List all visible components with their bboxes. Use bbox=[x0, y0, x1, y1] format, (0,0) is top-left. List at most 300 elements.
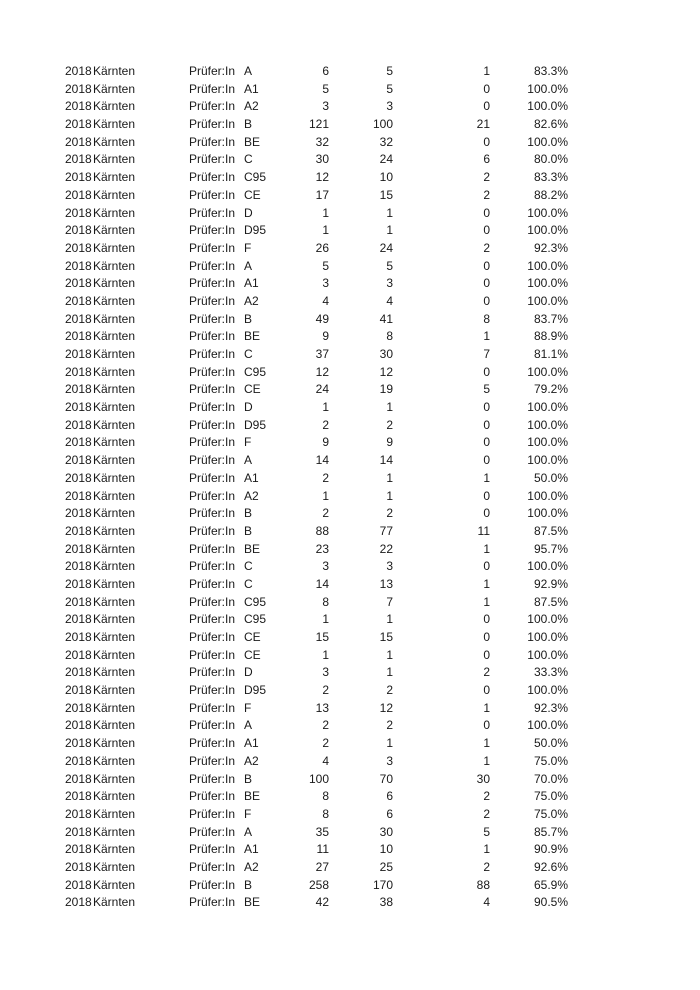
role-cell: Prüfer:In bbox=[189, 205, 236, 220]
license-class-cell: B bbox=[244, 311, 253, 326]
region-cell: Kärnten bbox=[93, 718, 136, 733]
total-count-cell: 88 bbox=[315, 523, 329, 538]
license-class-cell: C95 bbox=[244, 364, 267, 379]
year-cell: 2018 bbox=[65, 329, 92, 344]
passed-count-cell: 1 bbox=[386, 736, 393, 751]
total-count-cell: 5 bbox=[322, 258, 329, 273]
role-cell: Prüfer:In bbox=[189, 789, 236, 804]
table-row bbox=[0, 664, 700, 682]
table-row bbox=[0, 328, 700, 346]
passed-count-cell: 6 bbox=[386, 806, 393, 821]
region-cell: Kärnten bbox=[93, 382, 136, 397]
total-count-cell: 14 bbox=[315, 576, 329, 591]
region-cell: Kärnten bbox=[93, 134, 136, 149]
total-count-cell: 2 bbox=[322, 417, 329, 432]
license-class-cell: CE bbox=[244, 647, 261, 662]
total-count-cell: 11 bbox=[316, 842, 329, 857]
failed-count-cell: 0 bbox=[483, 718, 490, 733]
table-row bbox=[0, 505, 700, 523]
total-count-cell: 24 bbox=[315, 382, 329, 397]
year-cell: 2018 bbox=[65, 523, 92, 538]
passed-count-cell: 1 bbox=[386, 205, 393, 220]
pass-rate-cell: 87.5% bbox=[533, 523, 568, 538]
role-cell: Prüfer:In bbox=[189, 877, 236, 892]
failed-count-cell: 0 bbox=[483, 417, 490, 432]
passed-count-cell: 5 bbox=[386, 81, 393, 96]
total-count-cell: 32 bbox=[315, 134, 329, 149]
license-class-cell: BE bbox=[244, 789, 261, 804]
passed-count-cell: 1 bbox=[386, 223, 393, 238]
role-cell: Prüfer:In bbox=[189, 453, 236, 468]
total-count-cell: 1 bbox=[322, 488, 329, 503]
passed-count-cell: 32 bbox=[379, 134, 393, 149]
region-cell: Kärnten bbox=[93, 240, 136, 255]
total-count-cell: 17 bbox=[315, 187, 329, 202]
passed-count-cell: 3 bbox=[386, 99, 393, 114]
license-class-cell: A2 bbox=[244, 488, 259, 503]
license-class-cell: C95 bbox=[244, 170, 267, 185]
total-count-cell: 23 bbox=[315, 541, 329, 556]
failed-count-cell: 1 bbox=[483, 541, 490, 556]
passed-count-cell: 30 bbox=[379, 347, 393, 361]
license-class-cell: B bbox=[244, 771, 253, 786]
table-row bbox=[0, 452, 700, 470]
total-count-cell: 9 bbox=[322, 435, 329, 450]
license-class-cell: C95 bbox=[244, 594, 267, 609]
pass-rate-cell: 65.9% bbox=[533, 877, 568, 892]
region-cell: Kärnten bbox=[93, 842, 136, 857]
role-cell: Prüfer:In bbox=[189, 293, 236, 308]
license-class-cell: C bbox=[244, 576, 253, 591]
year-cell: 2018 bbox=[65, 683, 92, 698]
year-cell: 2018 bbox=[65, 895, 92, 910]
total-count-cell: 14 bbox=[315, 453, 329, 468]
license-class-cell: CE bbox=[244, 187, 261, 202]
year-cell: 2018 bbox=[65, 382, 92, 397]
role-cell: Prüfer:In bbox=[189, 700, 236, 715]
year-cell: 2018 bbox=[65, 559, 92, 574]
passed-count-cell: 10 bbox=[379, 170, 393, 185]
failed-count-cell: 8 bbox=[483, 311, 490, 326]
year-cell: 2018 bbox=[65, 470, 92, 485]
role-cell: Prüfer:In bbox=[189, 541, 236, 556]
table-row bbox=[0, 470, 700, 488]
failed-count-cell: 5 bbox=[483, 382, 490, 397]
year-cell: 2018 bbox=[65, 117, 92, 132]
passed-count-cell: 6 bbox=[386, 789, 393, 804]
license-class-cell: F bbox=[244, 240, 252, 255]
table-row bbox=[0, 629, 700, 647]
region-cell: Kärnten bbox=[93, 470, 136, 485]
region-cell: Kärnten bbox=[93, 64, 136, 78]
passed-count-cell: 1 bbox=[386, 488, 393, 503]
passed-count-cell: 3 bbox=[386, 559, 393, 574]
total-count-cell: 3 bbox=[322, 276, 329, 291]
pass-rate-cell: 100.0% bbox=[527, 612, 568, 627]
failed-count-cell: 5 bbox=[483, 824, 490, 839]
total-count-cell: 6 bbox=[322, 64, 329, 78]
failed-count-cell: 2 bbox=[483, 665, 490, 680]
role-cell: Prüfer:In bbox=[189, 187, 236, 202]
total-count-cell: 121 bbox=[308, 117, 329, 132]
region-cell: Kärnten bbox=[93, 417, 136, 432]
region-cell: Kärnten bbox=[93, 117, 136, 132]
year-cell: 2018 bbox=[65, 789, 92, 804]
year-cell: 2018 bbox=[65, 753, 92, 768]
license-class-cell: A bbox=[244, 64, 253, 78]
role-cell: Prüfer:In bbox=[189, 736, 236, 751]
total-count-cell: 26 bbox=[315, 240, 329, 255]
failed-count-cell: 0 bbox=[483, 488, 490, 503]
pass-rate-cell: 81.1% bbox=[533, 347, 568, 361]
region-cell: Kärnten bbox=[93, 276, 136, 291]
role-cell: Prüfer:In bbox=[189, 506, 236, 521]
total-count-cell: 37 bbox=[315, 347, 329, 361]
region-cell: Kärnten bbox=[93, 806, 136, 821]
table-row bbox=[0, 647, 700, 665]
passed-count-cell: 100 bbox=[372, 117, 393, 132]
passed-count-cell: 1 bbox=[386, 470, 393, 485]
region-cell: Kärnten bbox=[93, 541, 136, 556]
pass-rate-cell: 83.3% bbox=[533, 170, 568, 185]
passed-count-cell: 2 bbox=[386, 683, 393, 698]
failed-count-cell: 2 bbox=[483, 806, 490, 821]
table-row bbox=[0, 434, 700, 452]
license-class-cell: D bbox=[244, 400, 253, 415]
pass-rate-cell: 100.0% bbox=[527, 718, 568, 733]
table-row bbox=[0, 894, 700, 912]
failed-count-cell: 1 bbox=[483, 753, 490, 768]
passed-count-cell: 5 bbox=[386, 258, 393, 273]
license-class-cell: CE bbox=[244, 630, 261, 644]
total-count-cell: 27 bbox=[315, 859, 329, 874]
passed-count-cell: 24 bbox=[379, 240, 393, 255]
total-count-cell: 8 bbox=[322, 789, 329, 804]
role-cell: Prüfer:In bbox=[189, 152, 236, 167]
role-cell: Prüfer:In bbox=[189, 612, 236, 627]
year-cell: 2018 bbox=[65, 64, 92, 78]
passed-count-cell: 9 bbox=[386, 435, 393, 450]
region-cell: Kärnten bbox=[93, 683, 136, 698]
table-row bbox=[0, 346, 700, 364]
license-class-cell: A1 bbox=[244, 276, 259, 291]
year-cell: 2018 bbox=[65, 152, 92, 167]
license-class-cell: D95 bbox=[244, 417, 267, 432]
license-class-cell: D bbox=[244, 665, 253, 680]
pass-rate-cell: 70.0% bbox=[533, 771, 568, 786]
license-class-cell: C bbox=[244, 347, 253, 361]
table-row bbox=[0, 134, 700, 152]
total-count-cell: 8 bbox=[322, 594, 329, 609]
role-cell: Prüfer:In bbox=[189, 400, 236, 415]
year-cell: 2018 bbox=[65, 647, 92, 662]
year-cell: 2018 bbox=[65, 99, 92, 114]
pass-rate-cell: 88.9% bbox=[533, 329, 568, 344]
total-count-cell: 1 bbox=[322, 612, 329, 627]
pass-rate-cell: 100.0% bbox=[527, 205, 568, 220]
failed-count-cell: 0 bbox=[483, 258, 490, 273]
pass-rate-cell: 90.9% bbox=[533, 842, 568, 857]
failed-count-cell: 0 bbox=[483, 612, 490, 627]
region-cell: Kärnten bbox=[93, 877, 136, 892]
region-cell: Kärnten bbox=[93, 630, 136, 644]
role-cell: Prüfer:In bbox=[189, 594, 236, 609]
pass-rate-cell: 80.0% bbox=[533, 152, 568, 167]
failed-count-cell: 1 bbox=[483, 64, 490, 78]
region-cell: Kärnten bbox=[93, 152, 136, 167]
region-cell: Kärnten bbox=[93, 205, 136, 220]
year-cell: 2018 bbox=[65, 435, 92, 450]
failed-count-cell: 2 bbox=[483, 789, 490, 804]
role-cell: Prüfer:In bbox=[189, 824, 236, 839]
passed-count-cell: 15 bbox=[379, 630, 393, 644]
total-count-cell: 13 bbox=[315, 700, 329, 715]
region-cell: Kärnten bbox=[93, 347, 136, 361]
license-class-cell: A bbox=[244, 824, 253, 839]
role-cell: Prüfer:In bbox=[189, 99, 236, 114]
role-cell: Prüfer:In bbox=[189, 523, 236, 538]
total-count-cell: 2 bbox=[322, 718, 329, 733]
table-row bbox=[0, 151, 700, 169]
table-row bbox=[0, 594, 700, 612]
passed-count-cell: 2 bbox=[386, 718, 393, 733]
failed-count-cell: 0 bbox=[483, 400, 490, 415]
table-row bbox=[0, 735, 700, 753]
license-class-cell: F bbox=[244, 700, 252, 715]
license-class-cell: CE bbox=[244, 382, 261, 397]
failed-count-cell: 0 bbox=[483, 453, 490, 468]
total-count-cell: 3 bbox=[322, 99, 329, 114]
pass-rate-cell: 100.0% bbox=[527, 647, 568, 662]
passed-count-cell: 2 bbox=[386, 506, 393, 521]
failed-count-cell: 0 bbox=[483, 435, 490, 450]
region-cell: Kärnten bbox=[93, 824, 136, 839]
table-row bbox=[0, 293, 700, 311]
pass-rate-cell: 100.0% bbox=[527, 453, 568, 468]
license-class-cell: A1 bbox=[244, 842, 259, 857]
table-row bbox=[0, 222, 700, 240]
failed-count-cell: 1 bbox=[483, 700, 490, 715]
pass-rate-cell: 50.0% bbox=[533, 470, 568, 485]
pass-rate-cell: 92.3% bbox=[533, 240, 568, 255]
passed-count-cell: 3 bbox=[386, 753, 393, 768]
region-cell: Kärnten bbox=[93, 700, 136, 715]
pass-rate-cell: 100.0% bbox=[527, 258, 568, 273]
table-row bbox=[0, 417, 700, 435]
table-row bbox=[0, 576, 700, 594]
pass-rate-cell: 100.0% bbox=[527, 223, 568, 238]
table-row bbox=[0, 841, 700, 859]
region-cell: Kärnten bbox=[93, 576, 136, 591]
license-class-cell: A bbox=[244, 453, 253, 468]
year-cell: 2018 bbox=[65, 700, 92, 715]
license-class-cell: B bbox=[244, 506, 253, 521]
table-row bbox=[0, 116, 700, 134]
failed-count-cell: 0 bbox=[483, 293, 490, 308]
table-row bbox=[0, 98, 700, 116]
failed-count-cell: 1 bbox=[483, 470, 490, 485]
license-class-cell: BE bbox=[244, 541, 261, 556]
pass-rate-cell: 50.0% bbox=[533, 736, 568, 751]
passed-count-cell: 4 bbox=[386, 293, 393, 308]
year-cell: 2018 bbox=[65, 576, 92, 591]
year-cell: 2018 bbox=[65, 718, 92, 733]
table-row bbox=[0, 258, 700, 276]
table-row bbox=[0, 700, 700, 718]
year-cell: 2018 bbox=[65, 612, 92, 627]
table-row bbox=[0, 81, 700, 99]
pass-rate-cell: 100.0% bbox=[527, 506, 568, 521]
failed-count-cell: 0 bbox=[483, 647, 490, 662]
role-cell: Prüfer:In bbox=[189, 347, 236, 361]
region-cell: Kärnten bbox=[93, 736, 136, 751]
role-cell: Prüfer:In bbox=[189, 81, 236, 96]
pass-rate-cell: 100.0% bbox=[527, 276, 568, 291]
total-count-cell: 2 bbox=[322, 683, 329, 698]
failed-count-cell: 0 bbox=[483, 683, 490, 698]
table-row bbox=[0, 240, 700, 258]
table-row bbox=[0, 63, 700, 81]
total-count-cell: 2 bbox=[322, 506, 329, 521]
table-row bbox=[0, 523, 700, 541]
total-count-cell: 35 bbox=[315, 824, 329, 839]
year-cell: 2018 bbox=[65, 347, 92, 361]
license-class-cell: BE bbox=[244, 895, 261, 910]
year-cell: 2018 bbox=[65, 240, 92, 255]
license-class-cell: A2 bbox=[244, 99, 259, 114]
pass-rate-cell: 100.0% bbox=[527, 81, 568, 96]
table-row bbox=[0, 682, 700, 700]
passed-count-cell: 24 bbox=[379, 152, 393, 167]
pass-rate-cell: 92.6% bbox=[533, 859, 568, 874]
year-cell: 2018 bbox=[65, 453, 92, 468]
region-cell: Kärnten bbox=[93, 223, 136, 238]
pass-rate-cell: 75.0% bbox=[533, 789, 568, 804]
passed-count-cell: 1 bbox=[386, 665, 393, 680]
passed-count-cell: 30 bbox=[379, 824, 393, 839]
license-class-cell: B bbox=[244, 117, 253, 132]
year-cell: 2018 bbox=[65, 824, 92, 839]
license-class-cell: D bbox=[244, 205, 253, 220]
failed-count-cell: 0 bbox=[483, 630, 490, 644]
pass-rate-cell: 92.3% bbox=[533, 700, 568, 715]
role-cell: Prüfer:In bbox=[189, 170, 236, 185]
pass-rate-cell: 87.5% bbox=[533, 594, 568, 609]
region-cell: Kärnten bbox=[93, 559, 136, 574]
region-cell: Kärnten bbox=[93, 435, 136, 450]
pass-rate-cell: 83.3% bbox=[533, 64, 568, 78]
total-count-cell: 9 bbox=[322, 329, 329, 344]
table-row bbox=[0, 169, 700, 187]
table-row bbox=[0, 399, 700, 417]
passed-count-cell: 170 bbox=[372, 877, 393, 892]
region-cell: Kärnten bbox=[93, 329, 136, 344]
passed-count-cell: 22 bbox=[379, 541, 393, 556]
pass-rate-cell: 75.0% bbox=[533, 806, 568, 821]
table-row bbox=[0, 558, 700, 576]
total-count-cell: 49 bbox=[315, 311, 329, 326]
failed-count-cell: 6 bbox=[483, 152, 490, 167]
failed-count-cell: 1 bbox=[483, 329, 490, 344]
passed-count-cell: 12 bbox=[379, 364, 393, 379]
year-cell: 2018 bbox=[65, 877, 92, 892]
license-class-cell: BE bbox=[244, 134, 261, 149]
failed-count-cell: 0 bbox=[483, 99, 490, 114]
table-row bbox=[0, 364, 700, 382]
role-cell: Prüfer:In bbox=[189, 276, 236, 291]
pass-rate-cell: 90.5% bbox=[533, 895, 568, 910]
pass-rate-cell: 33.3% bbox=[533, 665, 568, 680]
table-row bbox=[0, 771, 700, 789]
failed-count-cell: 1 bbox=[483, 576, 490, 591]
year-cell: 2018 bbox=[65, 293, 92, 308]
region-cell: Kärnten bbox=[93, 170, 136, 185]
year-cell: 2018 bbox=[65, 594, 92, 609]
table-row bbox=[0, 753, 700, 771]
pass-rate-cell: 100.0% bbox=[527, 488, 568, 503]
pass-rate-cell: 100.0% bbox=[527, 364, 568, 379]
year-cell: 2018 bbox=[65, 417, 92, 432]
passed-count-cell: 1 bbox=[386, 647, 393, 662]
table-row bbox=[0, 806, 700, 824]
pass-rate-cell: 100.0% bbox=[527, 400, 568, 415]
role-cell: Prüfer:In bbox=[189, 895, 236, 910]
total-count-cell: 3 bbox=[322, 665, 329, 680]
role-cell: Prüfer:In bbox=[189, 647, 236, 662]
passed-count-cell: 19 bbox=[379, 382, 393, 397]
pass-rate-cell: 79.2% bbox=[533, 382, 568, 397]
year-cell: 2018 bbox=[65, 134, 92, 149]
year-cell: 2018 bbox=[65, 541, 92, 556]
role-cell: Prüfer:In bbox=[189, 382, 236, 397]
total-count-cell: 100 bbox=[308, 771, 329, 786]
total-count-cell: 3 bbox=[322, 559, 329, 574]
total-count-cell: 258 bbox=[308, 877, 329, 892]
failed-count-cell: 21 bbox=[476, 117, 490, 132]
failed-count-cell: 0 bbox=[483, 134, 490, 149]
passed-count-cell: 1 bbox=[386, 612, 393, 627]
year-cell: 2018 bbox=[65, 223, 92, 238]
license-class-cell: A2 bbox=[244, 859, 259, 874]
role-cell: Prüfer:In bbox=[189, 329, 236, 344]
license-class-cell: D95 bbox=[244, 223, 267, 238]
pass-rate-cell: 100.0% bbox=[527, 630, 568, 644]
table-row bbox=[0, 877, 700, 895]
passed-count-cell: 1 bbox=[386, 400, 393, 415]
table-row bbox=[0, 717, 700, 735]
total-count-cell: 1 bbox=[322, 400, 329, 415]
failed-count-cell: 0 bbox=[483, 364, 490, 379]
role-cell: Prüfer:In bbox=[189, 488, 236, 503]
role-cell: Prüfer:In bbox=[189, 364, 236, 379]
region-cell: Kärnten bbox=[93, 400, 136, 415]
license-class-cell: A2 bbox=[244, 753, 259, 768]
failed-count-cell: 7 bbox=[483, 347, 490, 361]
region-cell: Kärnten bbox=[93, 895, 136, 910]
total-count-cell: 12 bbox=[315, 170, 329, 185]
passed-count-cell: 70 bbox=[379, 771, 393, 786]
failed-count-cell: 2 bbox=[483, 240, 490, 255]
role-cell: Prüfer:In bbox=[189, 771, 236, 786]
license-class-cell: A1 bbox=[244, 81, 259, 96]
failed-count-cell: 0 bbox=[483, 506, 490, 521]
year-cell: 2018 bbox=[65, 488, 92, 503]
total-count-cell: 4 bbox=[322, 293, 329, 308]
year-cell: 2018 bbox=[65, 364, 92, 379]
region-cell: Kärnten bbox=[93, 293, 136, 308]
region-cell: Kärnten bbox=[93, 789, 136, 804]
failed-count-cell: 2 bbox=[483, 187, 490, 202]
